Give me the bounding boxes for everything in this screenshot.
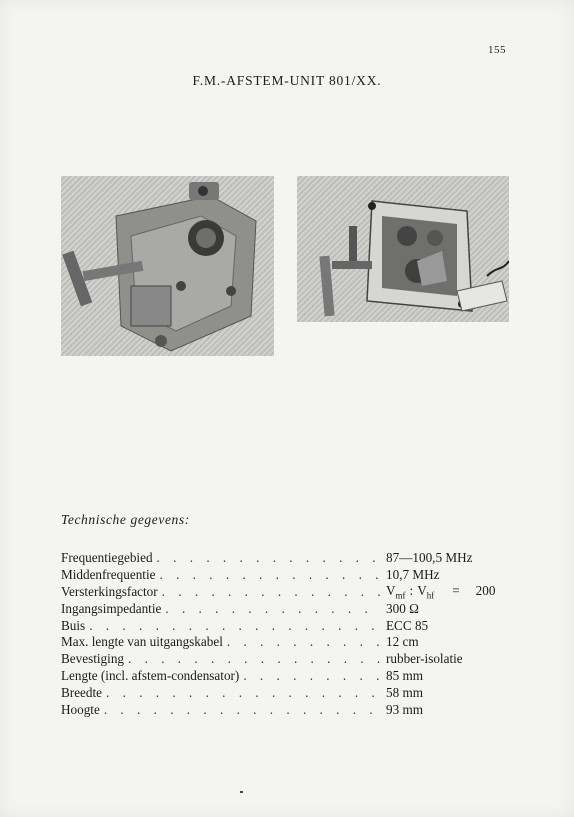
leader-dots — [227, 634, 382, 650]
spec-value: 10,7 MHz — [386, 567, 440, 583]
spec-label: Buis — [61, 617, 86, 633]
gain-ratio — [386, 583, 521, 601]
leader-dots — [162, 584, 382, 600]
ratio-subscript: mf — [395, 590, 406, 601]
ratio-subscript: hf — [426, 590, 435, 601]
spec-value: 87—100,5 MHz — [386, 550, 473, 566]
leader-dots — [106, 685, 382, 701]
page-title: F.M.-AFSTEM-UNIT 801/XX. — [192, 73, 382, 88]
tuning-unit-back-drawing — [297, 176, 509, 322]
spec-label: Frequentiegebied — [61, 550, 153, 566]
spec-label: Ingangsimpedantie — [61, 600, 162, 616]
spec-row-tube — [61, 617, 521, 634]
spec-value: ECC 85 — [386, 617, 429, 633]
specs-heading: Technische gegevens: — [61, 512, 190, 527]
spec-value: 85 mm — [386, 667, 423, 683]
spec-row-mounting — [61, 651, 521, 668]
spec-label: Breedte — [61, 684, 103, 700]
spec-row-input-impedance — [61, 600, 521, 617]
leader-dots — [89, 618, 382, 634]
spec-label: Versterkingsfactor — [61, 583, 158, 599]
specs-table — [61, 550, 521, 718]
spec-value: 300 Ω — [386, 600, 419, 616]
tuning-unit-front-drawing — [61, 176, 274, 356]
spec-row-max-cable-length — [61, 634, 521, 651]
spec-value: 58 mm — [386, 684, 423, 700]
ratio-value: 200 — [475, 583, 496, 599]
spec-value: 12 cm — [386, 634, 419, 650]
spec-label: Max. lengte van uitgangskabel — [61, 634, 223, 650]
leader-dots — [243, 668, 382, 684]
leader-dots — [104, 702, 382, 718]
ratio-symbol: V — [386, 583, 396, 599]
print-speck — [240, 791, 243, 793]
spec-value: rubber-isolatie — [386, 651, 463, 667]
spec-label: Lengte (incl. afstem-condensator) — [61, 667, 240, 683]
tuning-unit-back-photo — [297, 176, 509, 322]
leader-dots — [128, 651, 382, 667]
leader-dots — [157, 550, 382, 566]
spec-value: 93 mm — [386, 701, 423, 717]
ratio-separator: : — [409, 583, 414, 599]
spec-row-length — [61, 668, 521, 685]
spec-row-gain-factor — [61, 584, 521, 601]
leader-dots — [159, 567, 382, 583]
spec-label: Middenfrequentie — [61, 567, 156, 583]
spec-row-intermediate-frequency — [61, 567, 521, 584]
spec-row-height — [61, 701, 521, 718]
tuning-unit-front-photo — [61, 176, 274, 356]
spec-row-width — [61, 684, 521, 701]
page-number: 155 — [488, 44, 506, 56]
leader-dots — [165, 601, 382, 617]
ratio-equals: = — [452, 583, 460, 599]
spec-label: Bevestiging — [61, 651, 125, 667]
spec-row-frequency-range — [61, 550, 521, 567]
spec-label: Hoogte — [61, 701, 100, 717]
ratio-symbol: V — [417, 583, 427, 599]
